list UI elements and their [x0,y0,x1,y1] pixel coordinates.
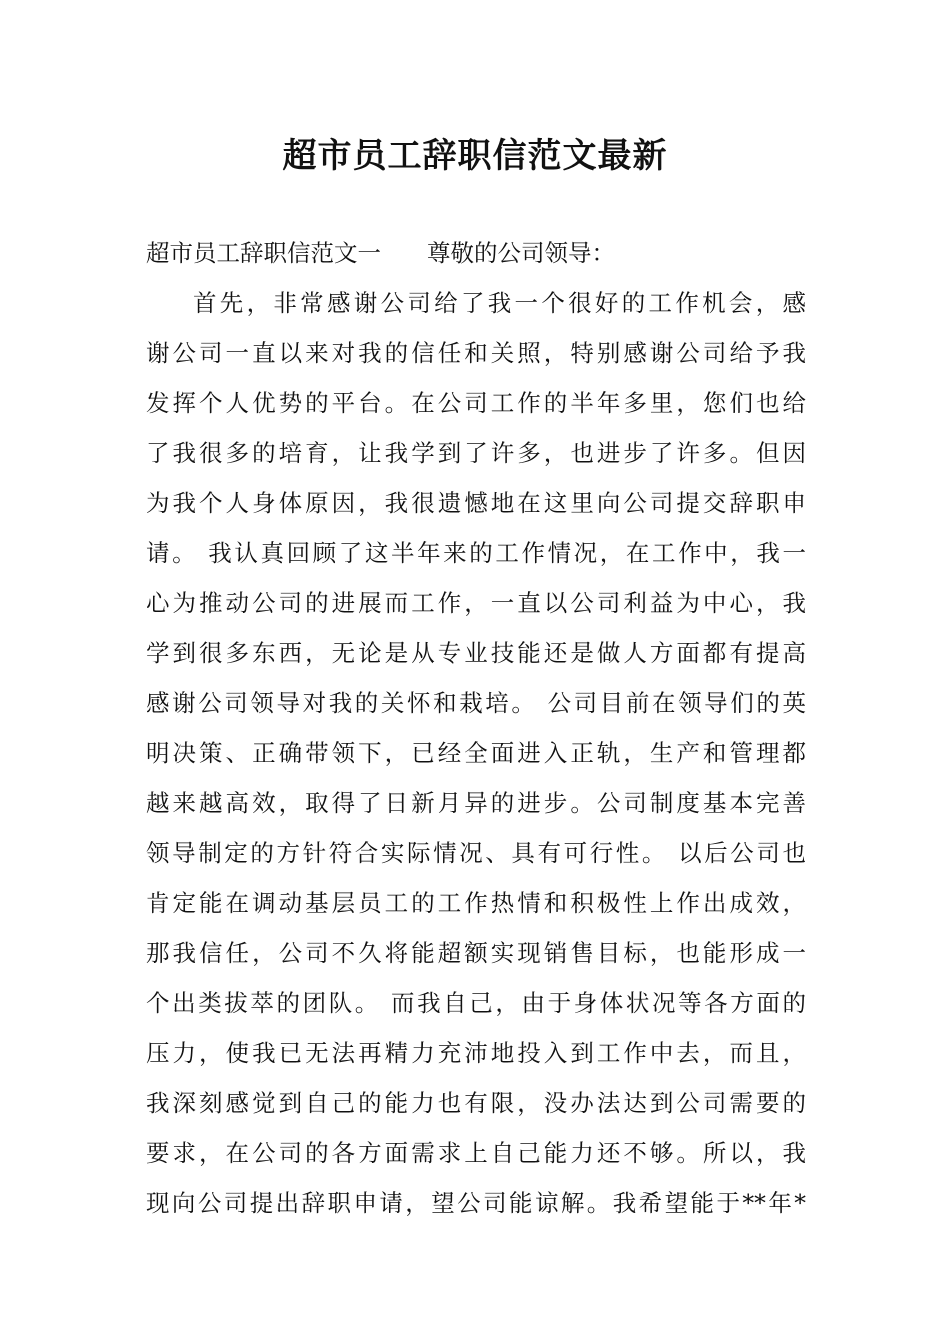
letter-body [146,228,806,1228]
text-line: 压力，使我已无法再精力充沛地投入到工作中去，而且， [146,1039,806,1067]
text-line: 明决策、正确带领下，已经全面进入正轨，生产和管理都 [146,739,806,767]
text-line: 心为推动公司的进展而工作，一直以公司利益为中心，我 [146,589,806,617]
text-line: 越来越高效，取得了日新月异的进步。公司制度基本完善 [146,789,806,817]
text-line: 学到很多东西，无论是从专业技能还是做人方面都有提高 [146,639,806,667]
text-line: 个出类拔萃的团队。 而我自己，由于身体状况等各方面的 [146,989,806,1017]
text-line: 谢公司一直以来对我的信任和关照，特别感谢公司给予我 [146,339,806,367]
text-line: 领导制定的方针符合实际情况、具有可行性。 以后公司也 [146,839,806,867]
letter-heading: 超市员工辞职信范文一 [146,239,381,267]
heading-line [146,228,806,278]
text-line: 了我很多的培育，让我学到了许多，也进步了许多。但因 [146,439,806,467]
text-line: 要求，在公司的各方面需求上自己能力还不够。所以，我 [146,1139,806,1167]
document-title: 超市员工辞职信范文最新 [282,136,668,176]
text-line: 那我信任，公司不久将能超额实现销售目标，也能形成一 [146,939,806,967]
text-line: 肯定能在调动基层员工的工作热情和积极性上作出成效， [146,889,806,917]
salutation: 尊敬的公司领导： [427,239,615,267]
text-line: 首先，非常感谢公司给了我一个很好的工作机会，感 [193,289,806,317]
text-line: 感谢公司领导对我的关怀和栽培。 公司目前在领导们的英 [146,689,806,717]
text-line: 现向公司提出辞职申请，望公司能谅解。我希望能于**年* [146,1189,806,1217]
text-line: 为我个人身体原因，我很遗憾地在这里向公司提交辞职申 [146,489,806,517]
text-line: 我深刻感觉到自己的能力也有限，没办法达到公司需要的 [146,1089,806,1117]
text-line: 发挥个人优势的平台。在公司工作的半年多里，您们也给 [146,389,806,417]
text-line: 请。 我认真回顾了这半年来的工作情况，在工作中，我一 [146,539,806,567]
